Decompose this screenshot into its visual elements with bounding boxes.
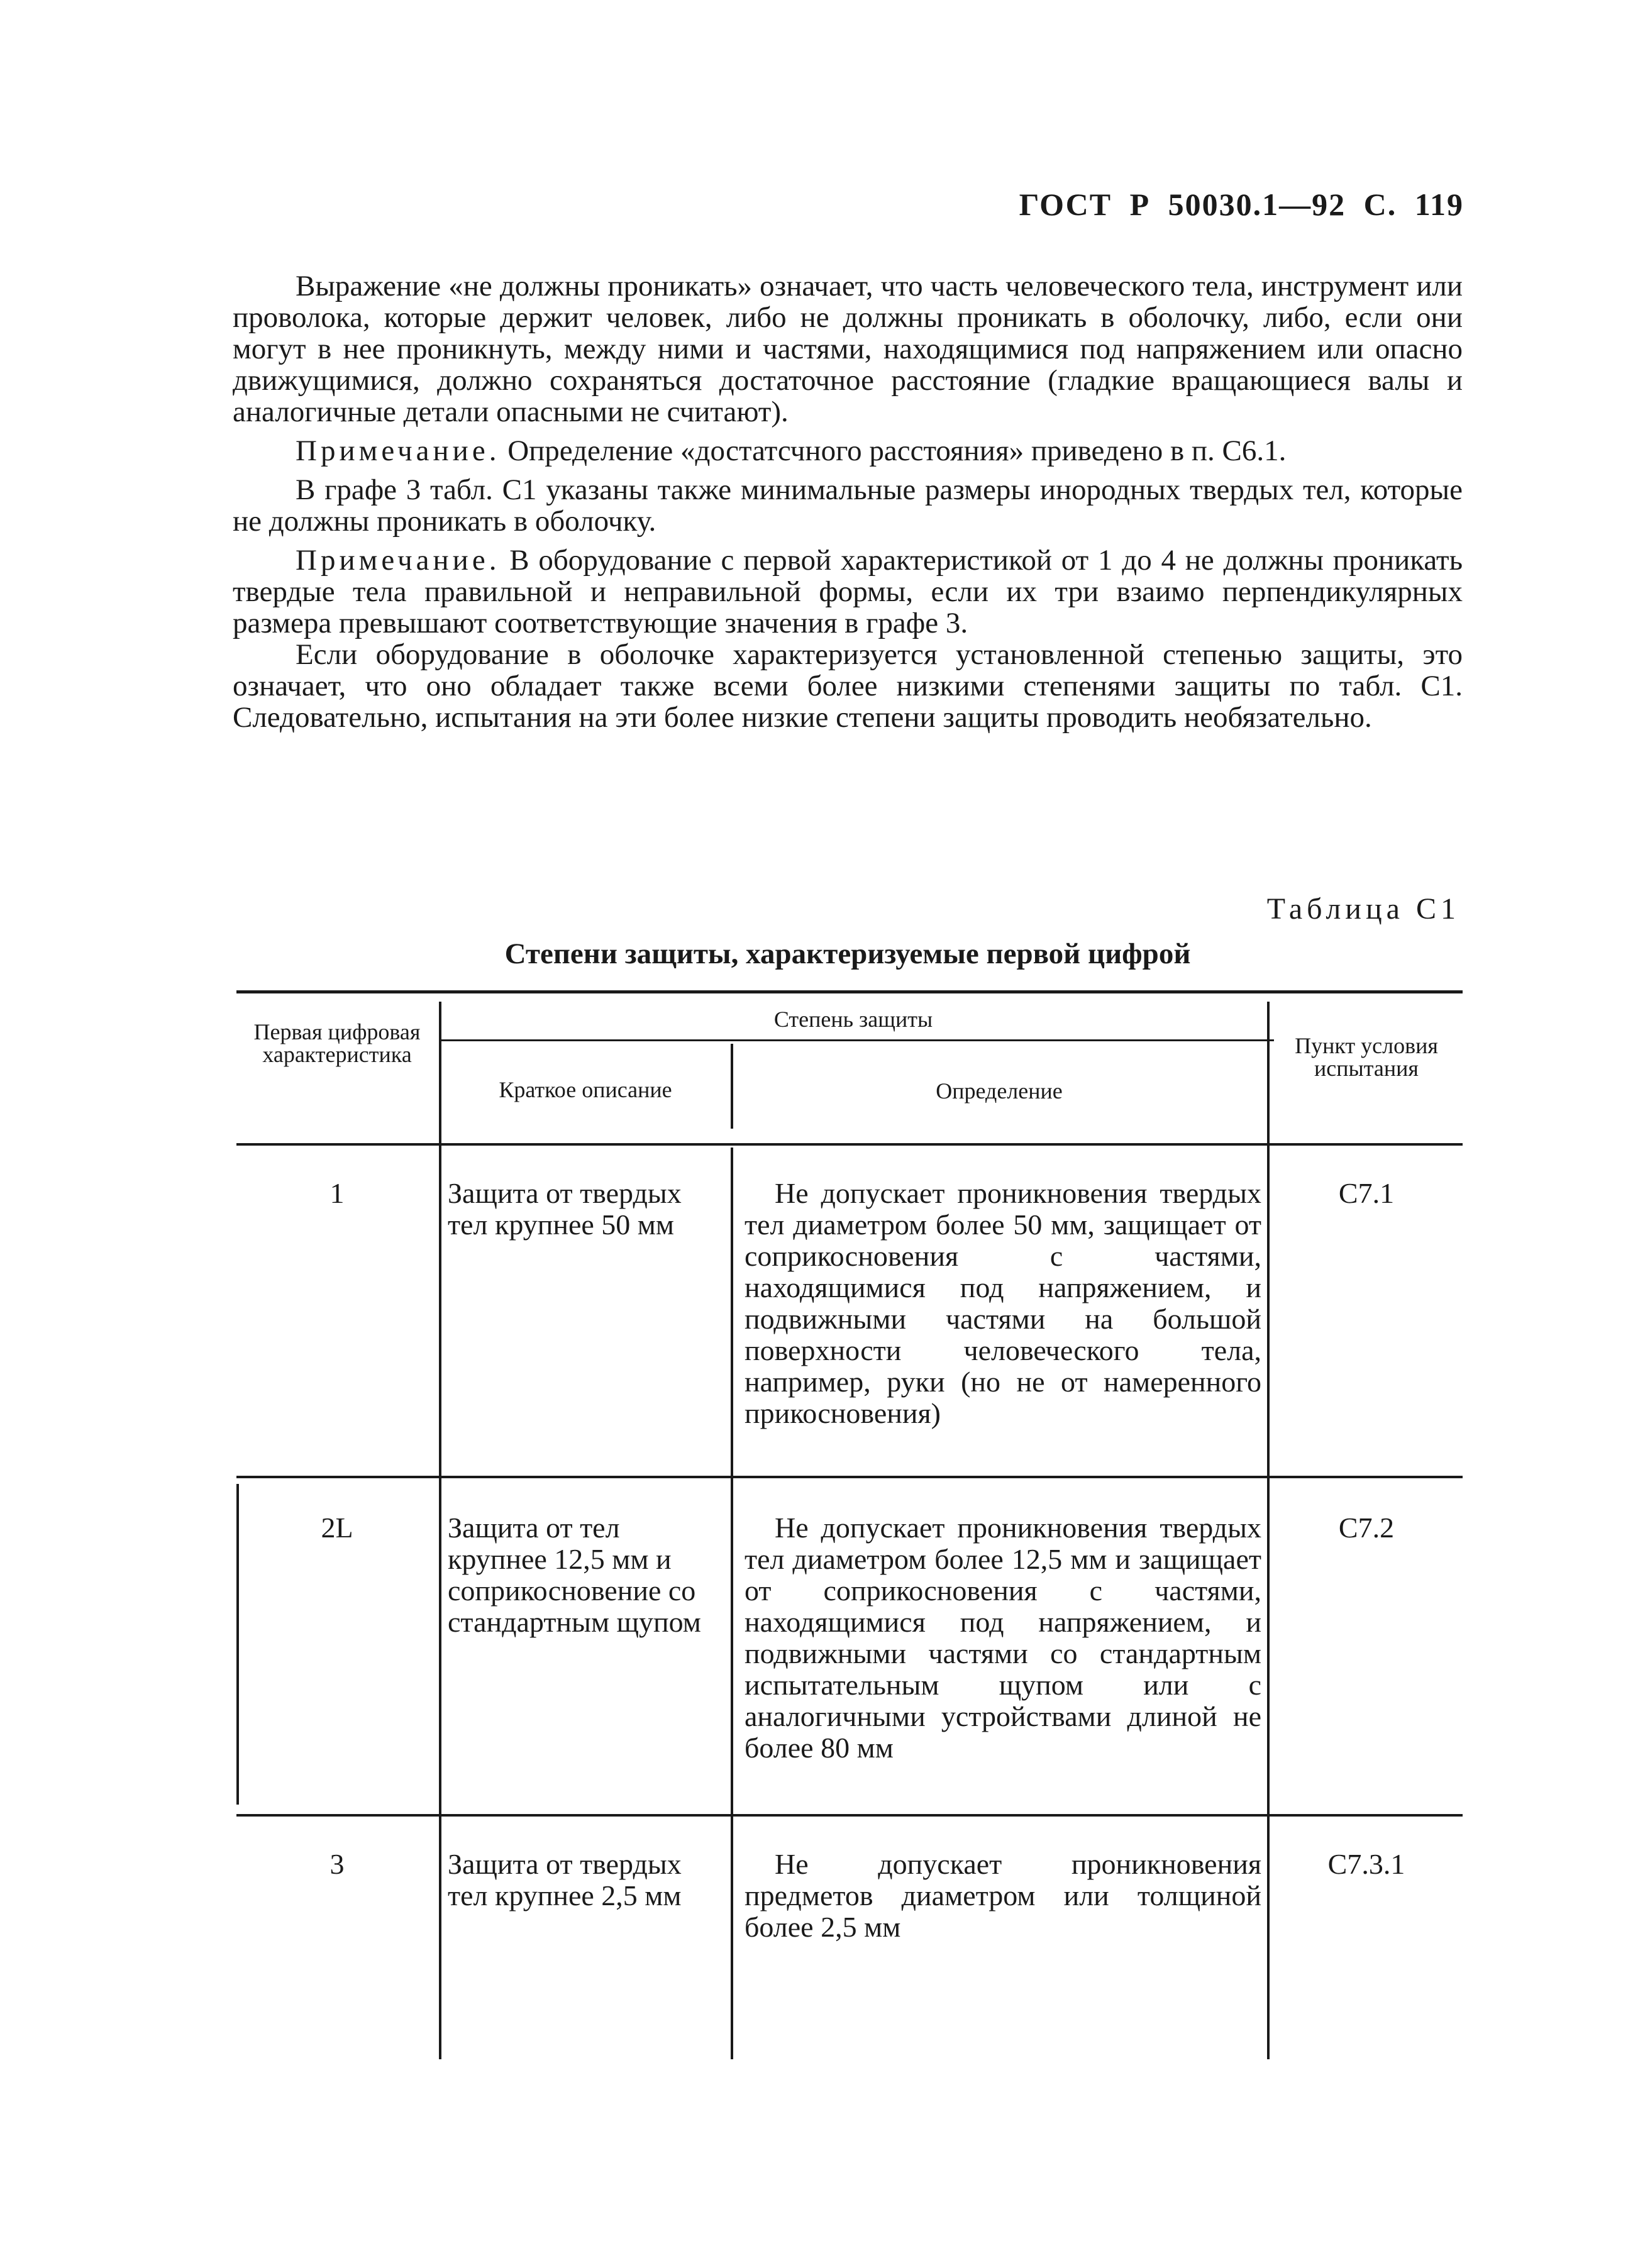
row-2-definition: Не допускает проникновения твердых тел диаметром более 12,5 мм и защищает от соприкосновения с частями, находящимися под напряжением, и подвижными частями со стандартным испытательным щупом или с аналогичными устройствами длиной не более 80 мм: [745, 1512, 1261, 1764]
col-divider-2: [731, 1148, 733, 2059]
header-protection-degree: Степень защиты: [773, 1007, 933, 1032]
col-divider-3: [1267, 1002, 1270, 2059]
body-text: [233, 270, 1463, 733]
row-2-bottom-rule: [236, 1814, 1463, 1817]
row-3-definition: Не допускает проникновения предметов диаметром или толщиной более 2,5 мм: [745, 1848, 1261, 1943]
table-title: Степени защиты, характеризуемые первой цифрой: [504, 938, 1191, 970]
note-1-text: Определение «достатсчного расстояния» приведено в п. С6.1.: [500, 434, 1287, 467]
paragraph-1: Выражение «не должны проникать» означает, что часть человеческого тела, инструмент или проволока, которые держит человек, либо не должны проникать в оболочку, либо, если они могут в нее проникнуть, между ними и частями, находящимися под напряжением или опасно движущимися, должно сохраняться достаточное расстояние (гладкие вращающиеся валы и аналогичные детали опасными не считают).: [233, 270, 1463, 428]
row-3-clause: С7.3.1: [1327, 1848, 1405, 1880]
note-1: [233, 435, 1463, 467]
header-bottom-rule: [236, 1143, 1463, 1146]
header-definition: Определение: [936, 1078, 1063, 1104]
row-1-code: 1: [329, 1177, 345, 1209]
row-3-code: 3: [329, 1848, 345, 1880]
row-3-short: Защита от твердых тел крупнее 2,5 мм: [448, 1848, 682, 1911]
doc-type: ГОСТ: [1019, 187, 1112, 222]
paragraph-2: В графе 3 табл. С1 указаны также минимальные размеры инородных твердых тел, которые не должны проникать в оболочку.: [233, 473, 1463, 538]
row-2-short: Защита от тел крупнее 12,5 мм и соприкосновение со стандартным щупом: [448, 1512, 701, 1638]
table-label: Таблица С1: [1266, 892, 1460, 926]
row-1-definition: Не допускает проникновения твердых тел диаметром более 50 мм, защищает от соприкосновения с частями, находящимися под напряжением, и подвижными частями на большой поверхности человеческого тела, например, руки (но не от намеренного прикосновения): [745, 1177, 1261, 1429]
header-short-description: Краткое описание: [499, 1077, 672, 1102]
paragraph-3: Если оборудование в оболочке характеризуется установленной степенью защиты, это означает, что оно обладает также всеми более низкими степенями защиты по табл. С1. Следовательно, испытания на эти более низкие степени защиты проводить необязательно.: [233, 638, 1463, 734]
page-header: [1019, 186, 1464, 223]
table-top-rule: [236, 990, 1463, 993]
row-1-bottom-rule: [236, 1476, 1463, 1478]
header-first-digit: Первая цифровая характеристика: [253, 1019, 421, 1067]
row-1-clause: С7.1: [1338, 1177, 1395, 1209]
row-2-clause: С7.2: [1338, 1512, 1395, 1544]
note-2: [233, 545, 1463, 639]
protection-table: [236, 990, 1463, 2059]
page-number: С. 119: [1363, 187, 1464, 222]
note-1-label: Примечание.: [296, 434, 501, 467]
doc-number: Р 50030.1—92: [1129, 187, 1346, 222]
row-2-code: 2L: [321, 1512, 353, 1544]
row-1-short: Защита от твердых тел крупнее 50 мм: [448, 1177, 682, 1241]
group-header-rule: [441, 1039, 1274, 1041]
col-divider-1: [439, 1002, 441, 2059]
note-2-label: Примечание.: [296, 544, 501, 577]
header-test-clause: Пункт условия испытания: [1295, 1033, 1438, 1081]
note-2-text: В оборудование с первой характеристикой от 1 до 4 не должны проникать твердые тела правильной и неправильной формы, если их три взаимо перпендикулярных размера превышают соответствующие значения в графе 3.: [233, 544, 1463, 639]
